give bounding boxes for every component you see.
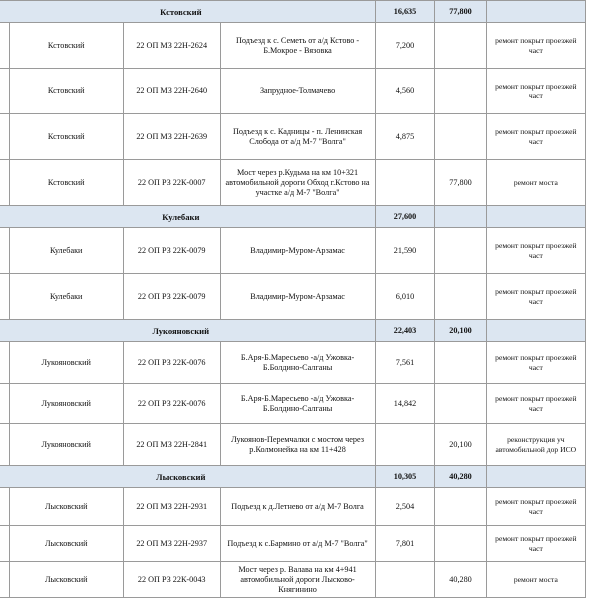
road-name-cell: Мост через р.Кудьма на км 10+321 автомобильной дороги Обход г.Кстово на участке а/д М-7 "Волга" [220,160,375,206]
road-name-cell: Б.Аря-Б.Маресьево -а/д Ужовка-Б.Болдино-Салганы [220,342,375,384]
group-total-1: 10,305 [375,466,435,488]
table-row [0,526,586,562]
value-2-cell [435,526,486,562]
value-1-cell: 4,875 [375,114,435,160]
value-2-cell [435,23,486,69]
group-name: Кстовский [0,1,375,23]
road-code-cell: 22 ОП РЗ 22К-0043 [123,562,220,598]
row-index-cell [0,384,9,424]
district-cell: Лысковский [9,526,123,562]
work-type-cell: ремонт покрыт проезжей част [486,228,585,274]
group-name: Лукояновский [0,320,375,342]
row-index-cell [0,114,9,160]
road-code-cell: 22 ОП МЗ 22Н-2841 [123,424,220,466]
value-1-cell: 7,561 [375,342,435,384]
group-total-1: 22,403 [375,320,435,342]
value-2-cell [435,228,486,274]
value-1-cell: 21,590 [375,228,435,274]
value-1-cell: 2,504 [375,488,435,526]
road-code-cell: 22 ОП МЗ 22Н-2639 [123,114,220,160]
value-2-cell: 40,280 [435,562,486,598]
road-name-cell: Б.Аря-Б.Маресьево -а/д Ужовка-Б.Болдино-Салганы [220,384,375,424]
group-header-row [0,1,586,23]
group-total-1: 27,600 [375,206,435,228]
road-code-cell: 22 ОП МЗ 22Н-2931 [123,488,220,526]
work-type-cell: ремонт покрыт проезжей част [486,23,585,69]
road-code-cell: 22 ОП МЗ 22Н-2937 [123,526,220,562]
work-type-cell: ремонт моста [486,562,585,598]
district-cell: Кулебаки [9,228,123,274]
value-2-cell [435,384,486,424]
group-blank-cell [486,320,585,342]
table-row [0,114,586,160]
district-cell: Кстовский [9,114,123,160]
road-code-cell: 22 ОП МЗ 22Н-2640 [123,69,220,114]
value-2-cell: 77,800 [435,160,486,206]
value-1-cell [375,160,435,206]
work-type-cell: ремонт покрыт проезжей част [486,114,585,160]
group-name: Кулебаки [0,206,375,228]
work-type-cell: ремонт покрыт проезжей част [486,342,585,384]
road-code-cell: 22 ОП РЗ 22К-0076 [123,384,220,424]
work-type-cell: ремонт покрыт проезжей част [486,488,585,526]
value-1-cell [375,562,435,598]
work-type-cell: ремонт покрыт проезжей част [486,526,585,562]
road-code-cell: 22 ОП РЗ 22К-0007 [123,160,220,206]
table-row [0,342,586,384]
group-blank-cell [486,206,585,228]
road-code-cell: 22 ОП МЗ 22Н-2624 [123,23,220,69]
row-index-cell [0,342,9,384]
road-name-cell: Подъезд к с. Кадницы - п. Ленинская Слобода от а/д М-7 "Волга" [220,114,375,160]
district-cell: Лукояновский [9,384,123,424]
value-1-cell: 7,200 [375,23,435,69]
road-code-cell: 22 ОП РЗ 22К-0079 [123,228,220,274]
group-header-row [0,320,586,342]
road-name-cell: Подъезд к с.Бармино от а/д М-7 "Волга" [220,526,375,562]
table-row [0,562,586,598]
table-row [0,69,586,114]
table-row [0,23,586,69]
group-total-2: 40,280 [435,466,486,488]
road-name-cell: Мост через р. Валава на км 4+941 автомобильной дороги Лысково-Княгинино [220,562,375,598]
work-type-cell: ремонт моста [486,160,585,206]
value-1-cell: 4,560 [375,69,435,114]
row-index-cell [0,526,9,562]
table-row [0,228,586,274]
value-2-cell [435,69,486,114]
table-row [0,488,586,526]
value-2-cell [435,274,486,320]
group-header-row [0,206,586,228]
district-cell: Лысковский [9,562,123,598]
district-cell: Лукояновский [9,342,123,384]
table-row [0,424,586,466]
district-cell: Кстовский [9,69,123,114]
row-index-cell [0,424,9,466]
road-name-cell: Лукоянов-Перемчалки с мостом через р.Колмонейка на км 11+428 [220,424,375,466]
group-blank-cell [486,466,585,488]
value-1-cell: 7,801 [375,526,435,562]
district-cell: Кстовский [9,160,123,206]
group-total-2: 77,800 [435,1,486,23]
row-index-cell [0,488,9,526]
row-index-cell [0,274,9,320]
table-row [0,274,586,320]
value-2-cell [435,342,486,384]
district-cell: Кстовский [9,23,123,69]
table-row [0,160,586,206]
row-index-cell [0,23,9,69]
district-cell: Лукояновский [9,424,123,466]
road-name-cell: Подъезд к с. Семеть от а/д Кстово - Б.Мокрое - Вязовка [220,23,375,69]
group-total-2: 20,100 [435,320,486,342]
road-name-cell: Владимир-Муром-Арзамас [220,274,375,320]
district-cell: Кулебаки [9,274,123,320]
row-index-cell [0,562,9,598]
work-type-cell: ремонт покрыт проезжей част [486,69,585,114]
row-index-cell [0,69,9,114]
road-name-cell: Запрудное-Толмачево [220,69,375,114]
row-index-cell [0,160,9,206]
district-cell: Лысковский [9,488,123,526]
road-code-cell: 22 ОП РЗ 22К-0079 [123,274,220,320]
value-2-cell: 20,100 [435,424,486,466]
group-total-2 [435,206,486,228]
group-header-row [0,466,586,488]
row-index-cell [0,228,9,274]
group-total-1: 16,635 [375,1,435,23]
value-1-cell [375,424,435,466]
road-name-cell: Владимир-Муром-Арзамас [220,228,375,274]
value-2-cell [435,114,486,160]
group-name: Лысковский [0,466,375,488]
group-blank-cell [486,1,585,23]
value-1-cell: 14,842 [375,384,435,424]
work-type-cell: ремонт покрыт проезжей част [486,384,585,424]
value-2-cell [435,488,486,526]
road-name-cell: Подъезд к д.Летнево от а/д М-7 Волга [220,488,375,526]
work-type-cell: ремонт покрыт проезжей част [486,274,585,320]
value-1-cell: 6,010 [375,274,435,320]
road-code-cell: 22 ОП РЗ 22К-0076 [123,342,220,384]
work-type-cell: реконструкция уч автомобильной дор ИСО [486,424,585,466]
table-row [0,384,586,424]
